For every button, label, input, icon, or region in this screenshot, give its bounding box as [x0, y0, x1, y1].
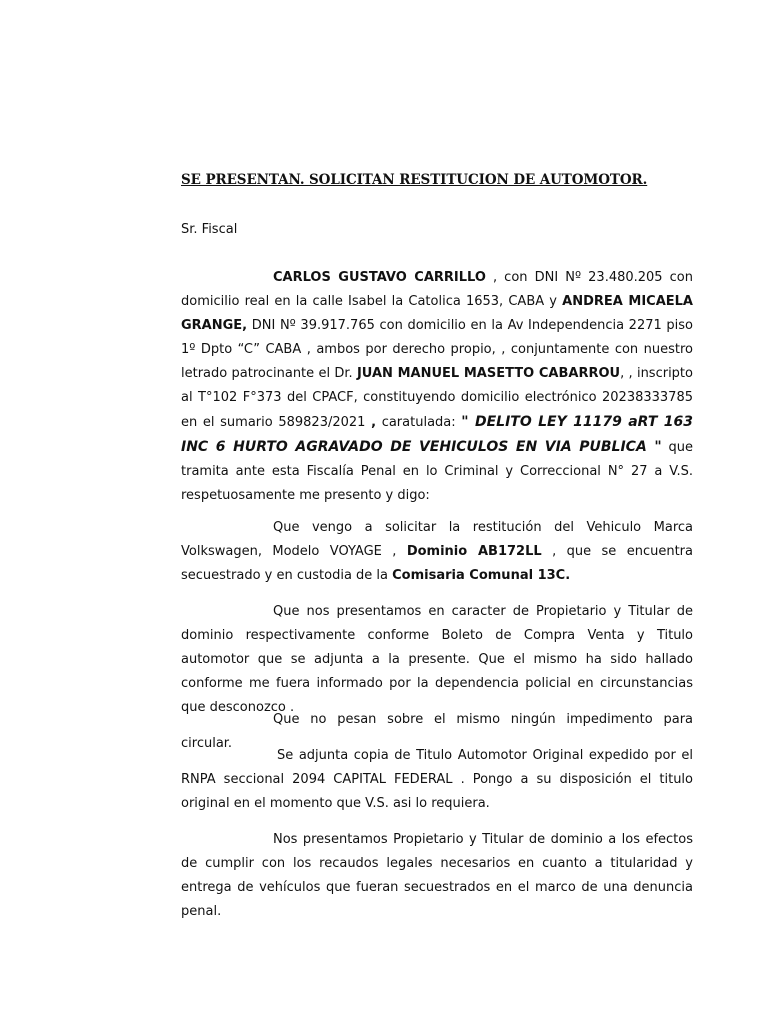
p1-text-2: DNI Nº 39.917.765 con domicilio en la Av Independencia 2271 piso 1º Dpto “C” CABA , ambos por derecho propio, , conjuntamente con nuestro letrado patrocinante el Dr.	[181, 318, 693, 381]
p4-text: Que no pesan sobre el mismo ningún impedimento para circular.	[181, 712, 693, 751]
p1-text-5: que tramita ante esta Fiscalía Penal en lo Criminal y Correccional N° 27 a V.S. respetuosamente me presento y digo:	[181, 440, 694, 503]
case-title: " DELITO LEY 11179 aRT 163 INC 6 HURTO AGRAVADO DE VEHICULOS EN VIA PUBLICA "	[181, 414, 693, 455]
vehicle-dominio: Dominio AB172LL	[406, 544, 542, 559]
paragraph-title-copy	[181, 744, 693, 816]
name-andrea: ANDREA MICAELA GRANGE,	[181, 294, 693, 333]
p1-text-3: , , inscripto al T°102 F°373 del CPACF, constituyendo domicilio electrónico 20238333785 en el sumario 589823/2021	[181, 366, 693, 430]
p6-text: Nos presentamos Propietario y Titular de dominio a los efectos de cumplir con los recaudos legales necesarios en cuanto a titularidad y entrega de vehículos que fueran secuestrados en el marco de una denuncia penal.	[181, 832, 693, 919]
paragraph-presentation	[181, 266, 693, 508]
p2-text-1: Que vengo a solicitar la restitución del Vehiculo Marca Volkswagen, Modelo VOYAGE ,	[181, 520, 693, 559]
document-title: SE PRESENTAN. SOLICITAN RESTITUCION DE AUTOMOTOR.	[181, 172, 648, 188]
lawyer-name: JUAN MANUEL MASETTO CABARROU	[356, 366, 621, 381]
p1-comma: ,	[371, 415, 377, 430]
salutation: Sr. Fiscal	[181, 222, 238, 237]
p1-text-4: caratulada:	[376, 415, 462, 430]
name-carlos: CARLOS GUSTAVO CARRILLO	[273, 270, 486, 285]
p2-text-2: , que se encuentra secuestrado y en custodia de la	[181, 544, 693, 583]
p3-text: Que nos presentamos en caracter de Propietario y Titular de dominio respectivamente conforme Boleto de Compra Venta y Titulo automotor que se adjunta a la presente. Que el mismo ha sido hallado conforme me fuera informado por la dependencia policial en circunstancias que desconozco .	[181, 604, 693, 715]
comisaria-name: Comisaria Comunal 13C.	[392, 568, 571, 583]
paragraph-request	[181, 516, 693, 588]
p1-text-1: , con DNI Nº 23.480.205 con domicilio real en la calle Isabel la Catolica 1653, CABA y	[181, 270, 693, 309]
p5-text: Se adjunta copia de Titulo Automotor Original expedido por el RNPA seccional 2094 CAPITAL FEDERAL . Pongo a su disposición el titulo original en el momento que V.S. asi lo requiera.	[181, 748, 693, 811]
paragraph-ownership	[181, 600, 693, 720]
paragraph-legal-requirements	[181, 828, 693, 924]
